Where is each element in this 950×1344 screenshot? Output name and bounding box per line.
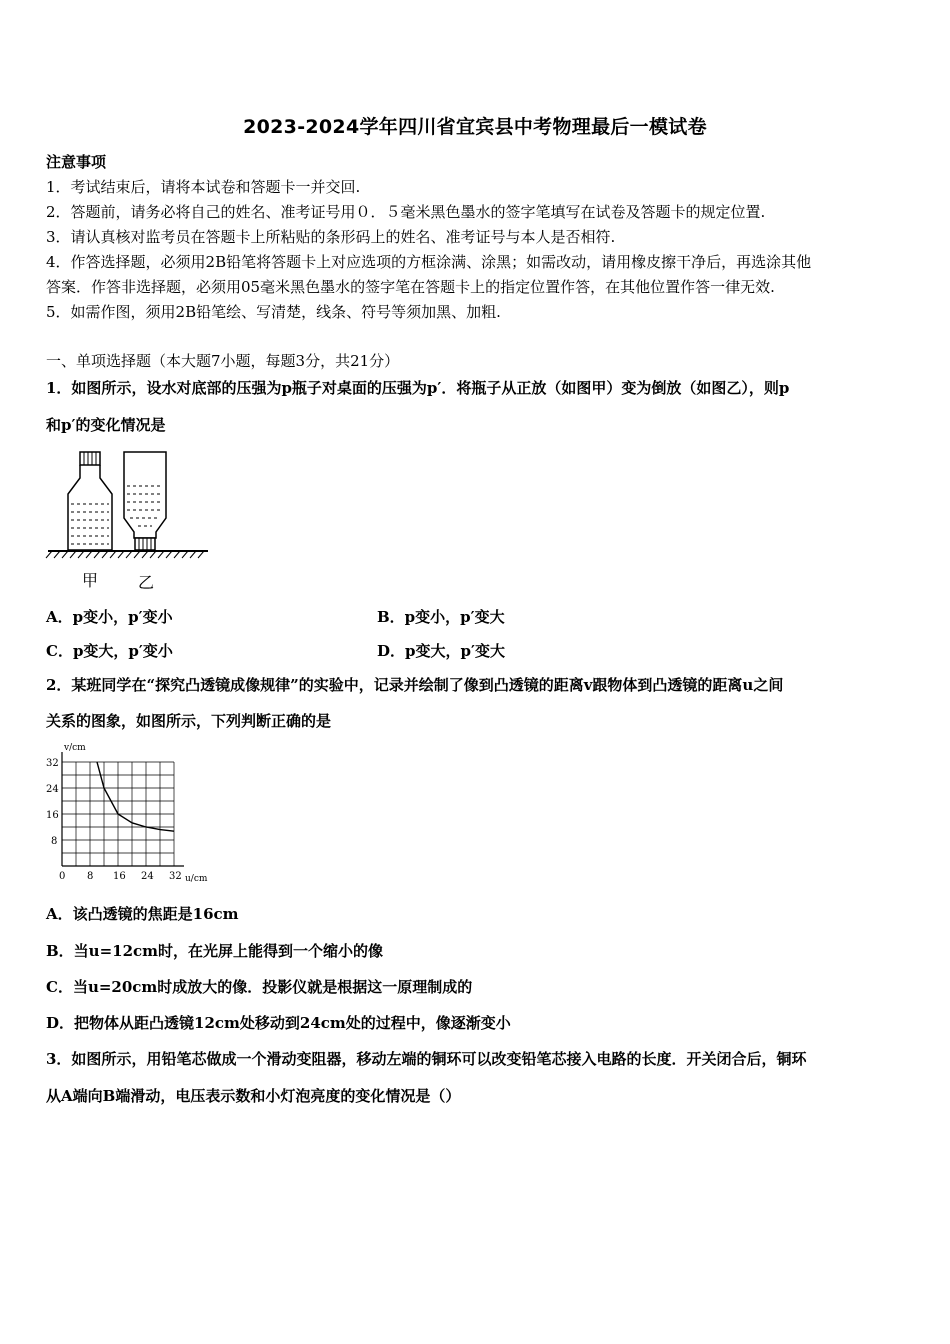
- q3-stem-line1: 3．如图所示，用铅笔芯做成一个滑动变阻器，移动左端的铜环可以改变铅笔芯接入电路的长度．开关闭合后，铜环: [46, 1050, 807, 1068]
- q2-stem-line2: 关系的图象，如图所示，下列判断正确的是: [46, 712, 332, 730]
- bottle-inverted: [124, 452, 166, 550]
- notice-item: 2．答题前，请务必将自己的姓名、准考证号用０．５毫米黑色墨水的签字笔填写在试卷及答题卡的规定位置.: [46, 203, 766, 221]
- notice-item: 答案．作答非选择题，必须用05毫米黑色墨水的签字笔在答题卡上的指定位置作答，在其他位置作答一律无效.: [46, 278, 775, 296]
- lens-graph: [40, 740, 220, 888]
- q3-stem-line2: 从A端向B端滑动，电压表示数和小灯泡亮度的变化情况是（）: [46, 1087, 461, 1105]
- x-tick-label: 16: [113, 871, 126, 882]
- q2-option-a[interactable]: A．该凸透镜的焦距是16cm: [46, 905, 239, 923]
- q2-option-d[interactable]: D．把物体从距凸透镜12cm处移动到24cm处的过程中，像逐渐变小: [46, 1014, 511, 1032]
- v-u-curve: [97, 762, 174, 831]
- notice-heading: 注意事项: [46, 153, 107, 171]
- chart-axes: [62, 752, 184, 866]
- q2-stem-line1: 2．某班同学在“探究凸透镜成像规律”的实验中，记录并绘制了像到凸透镜的距离v跟物体到凸透镜的距离u之间: [46, 676, 784, 694]
- notice-item: 5．如需作图，须用2B铅笔绘、写清楚，线条、符号等须加黑、加粗.: [46, 303, 501, 321]
- y-tick-label: 32: [46, 758, 59, 769]
- x-tick-label: 32: [169, 871, 182, 882]
- q2-option-b[interactable]: B．当u=12cm时，在光屏上能得到一个缩小的像: [46, 942, 384, 960]
- q1-option-c[interactable]: C．p变大，p′变小: [46, 642, 173, 660]
- q1-option-b[interactable]: B．p变小，p′变大: [377, 608, 505, 626]
- bottle-figure: [44, 446, 214, 596]
- q1-stem-line1: 1．如图所示，设水对底部的压强为p瓶子对桌面的压强为p′．将瓶子从正放（如图甲）变为倒放（如图乙），则p: [46, 379, 790, 397]
- label-yi: 乙: [138, 573, 155, 592]
- chart-ticks: [46, 758, 182, 882]
- y-tick-label: 24: [46, 784, 59, 795]
- q1-option-a[interactable]: A．p变小，p′变小: [46, 608, 173, 626]
- q2-option-c[interactable]: C．当u=20cm时成放大的像．投影仪就是根据这一原理制成的: [46, 978, 473, 996]
- y-tick-label: 16: [46, 810, 59, 821]
- q1-option-d[interactable]: D．p变大，p′变大: [377, 642, 505, 660]
- ground-hatching: [46, 551, 204, 558]
- label-jia: 甲: [82, 571, 99, 590]
- notice-item: 3．请认真核对监考员在答题卡上所粘贴的条形码上的姓名、准考证号与本人是否相符.: [46, 228, 616, 246]
- page-title: 2023-2024学年四川省宜宾县中考物理最后一模试卷: [243, 116, 707, 138]
- x-tick-label: 8: [87, 871, 94, 882]
- x-axis-label: u/cm: [185, 874, 208, 884]
- bottle-upright: [68, 452, 112, 550]
- section-heading: 一、单项选择题（本大题7小题，每题3分，共21分）: [46, 352, 400, 370]
- notice-item: 1．考试结束后，请将本试卷和答题卡一并交回.: [46, 178, 361, 196]
- y-tick-label: 8: [51, 836, 58, 847]
- x-tick-label: 24: [141, 871, 154, 882]
- x-tick-label: 0: [59, 871, 66, 882]
- notice-item: 4．作答选择题，必须用2B铅笔将答题卡上对应选项的方框涂满、涂黑；如需改动，请用橡皮擦干净后，再选涂其他: [46, 253, 812, 271]
- q1-stem-line2: 和p′的变化情况是: [46, 416, 166, 434]
- y-axis-label: v/cm: [64, 743, 86, 753]
